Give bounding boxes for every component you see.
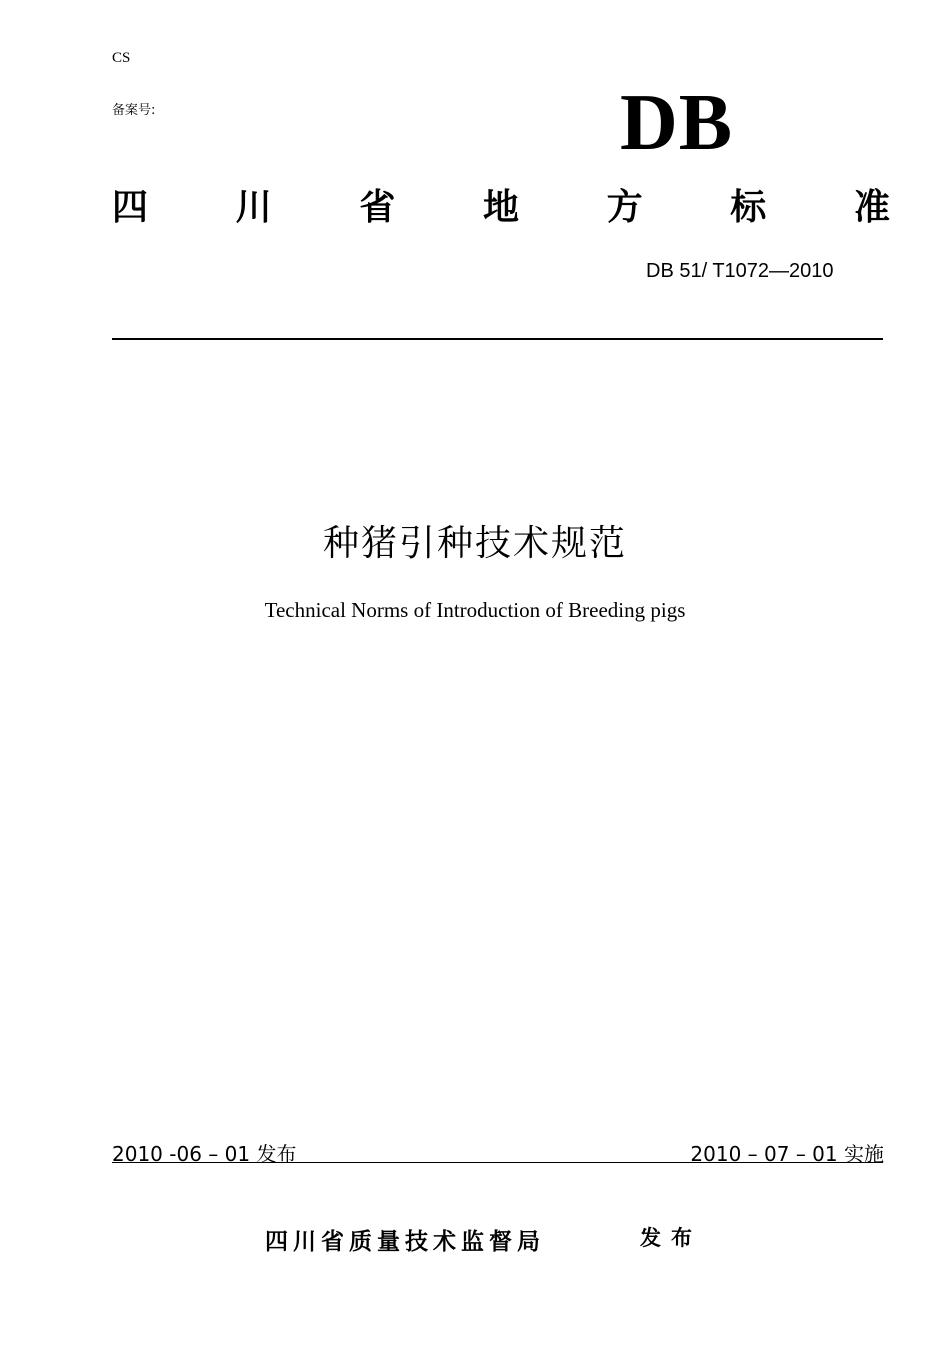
standard-type-char: 川	[235, 187, 272, 228]
bottom-divider	[112, 1162, 883, 1163]
standard-number: DB 51/ T1072—2010	[646, 260, 834, 282]
db-logo: DB	[620, 79, 734, 167]
standard-type-char: 四	[112, 187, 149, 228]
standard-type-char: 准	[853, 187, 890, 228]
implement-date: 2010 – 07 – 01 实施	[690, 1142, 884, 1166]
ics-code: CS	[112, 50, 131, 66]
standard-type-char: 标	[730, 187, 767, 228]
record-number-label: 备案号:	[112, 103, 156, 118]
standard-type-char: 方	[606, 187, 643, 228]
title-chinese: 种猪引种技术规范	[322, 523, 627, 564]
standard-type-heading	[112, 186, 890, 230]
standard-type-char: 省	[359, 187, 396, 228]
top-divider	[112, 338, 883, 340]
title-english: Technical Norms of Introduction of Breeding pigs	[264, 598, 686, 622]
issuing-authority: 四川省质量技术监督局	[265, 1229, 545, 1255]
publish-date: 2010 -06 – 01 发布	[112, 1142, 297, 1166]
standard-type-char: 地	[482, 187, 519, 228]
issue-label: 发布	[640, 1226, 702, 1250]
